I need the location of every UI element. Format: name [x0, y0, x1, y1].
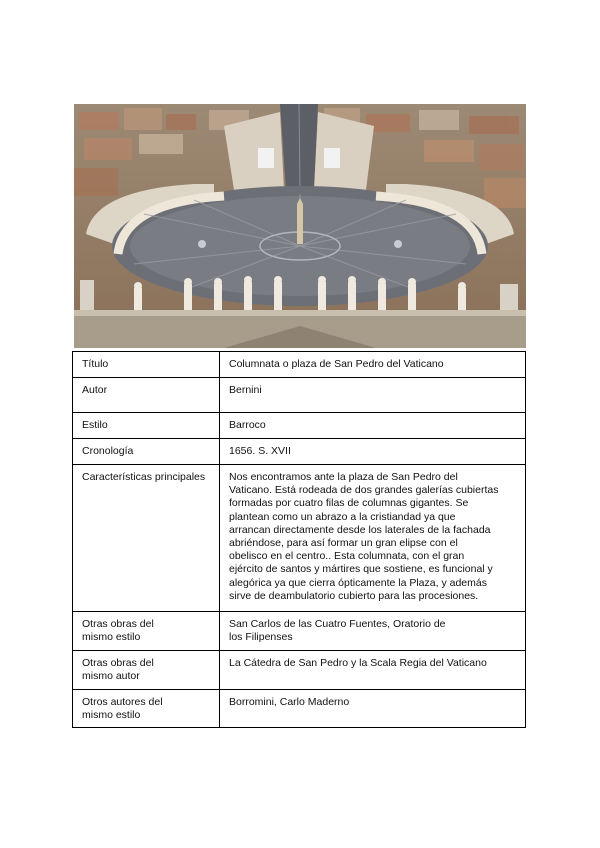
- row-label: Otras obras del mismo autor: [73, 651, 220, 690]
- row-label: Características principales: [73, 465, 220, 612]
- row-label: Otras obras del mismo estilo: [73, 612, 220, 651]
- photo-illustration: [74, 104, 526, 348]
- table-row-otras-obras-autor: [73, 651, 526, 690]
- table-row-titulo: [73, 352, 526, 378]
- artwork-info-table: [72, 351, 526, 728]
- table-row-estilo: [73, 413, 526, 439]
- row-label: Estilo: [73, 413, 220, 439]
- table-row-autor: [73, 378, 526, 413]
- row-value: Columnata o plaza de San Pedro del Vaticano: [220, 352, 526, 378]
- row-value: Nos encontramos ante la plaza de San Pedro del Vaticano. Está rodeada de dos grandes galerías cubiertas formadas por cuatro filas de columnas gigantes. Se plantean como un abrazo a la cristiandad ya que arrancan directamente desde los laterales de la fachada abriéndose, para así formar un gran elipse con el obelisco en el centro.. Esta columnata, con el gran ejército de santos y mártires que sostiene, es funcional y alegórica ya que cierra ópticamente la Plaza, y además sirve de deambulatorio cubierto para las procesiones.: [220, 465, 526, 612]
- row-label: Título: [73, 352, 220, 378]
- row-value: La Cátedra de San Pedro y la Scala Regia del Vaticano: [220, 651, 526, 690]
- saint-peters-square-photo: [74, 104, 526, 348]
- row-label: Cronología: [73, 439, 220, 465]
- row-label: Otros autores del mismo estilo: [73, 690, 220, 728]
- table-row-otros-autores: [73, 690, 526, 728]
- row-label: Autor: [73, 378, 220, 413]
- row-value: Barroco: [220, 413, 526, 439]
- row-value: San Carlos de las Cuatro Fuentes, Oratorio de los Filipenses: [220, 612, 526, 651]
- row-value: 1656. S. XVII: [220, 439, 526, 465]
- row-value: Bernini: [220, 378, 526, 413]
- row-value: Borromini, Carlo Maderno: [220, 690, 526, 728]
- table-row-cronologia: [73, 439, 526, 465]
- table-row-caracteristicas: [73, 465, 526, 612]
- table-row-otras-obras-estilo: [73, 612, 526, 651]
